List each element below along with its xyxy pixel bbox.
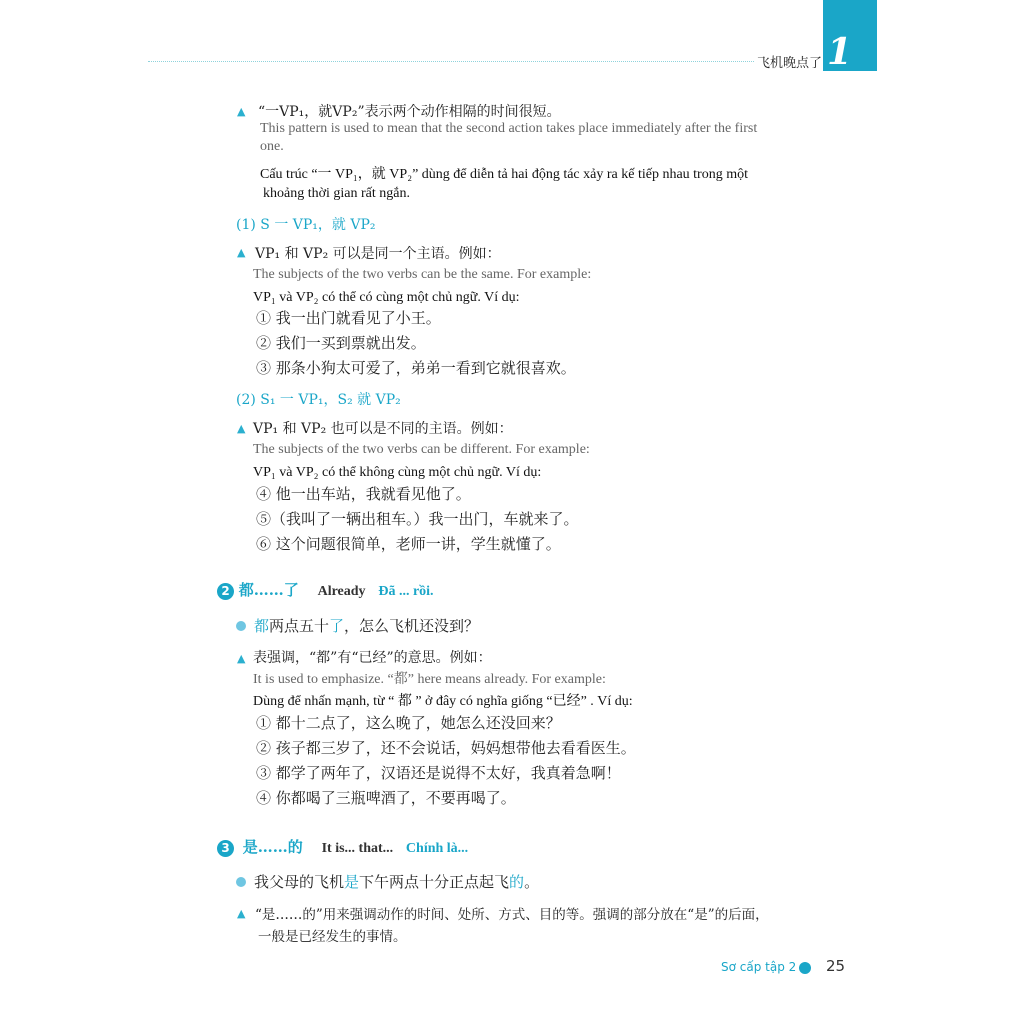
g1-note-vi-1: Cấu trúc “一 VP₁，就 VP₂” dùng để diễn tả hai động tác xảy ra kế tiếp nhau trong một xyxy=(260,167,748,182)
example: ⑤（我叫了一辆出租车。）我一出门，车就来了。 xyxy=(256,510,579,528)
sub1-note-zh: VP₁ 和 VP₂ 可以是同一个主语。例如： xyxy=(255,246,501,262)
section3-sentence xyxy=(254,871,539,892)
triangle-bullet-icon: ▲ xyxy=(237,246,246,259)
triangle-bullet-icon: ▲ xyxy=(237,105,246,118)
footer-dot-icon xyxy=(799,962,811,974)
sentence-part: 。 xyxy=(524,873,540,891)
sentence-part: 两点五十 xyxy=(269,617,330,635)
header-divider xyxy=(148,61,754,62)
section2-heading xyxy=(217,579,434,600)
section2-note-en: It is used to emphasize. “都” here means already. For example: xyxy=(253,672,606,687)
example: ③ 那条小狗太可爱了，弟弟一看到它就很喜欢。 xyxy=(256,359,576,377)
section3-title-vi: Chính là... xyxy=(405,841,469,856)
example: ② 孩子都三岁了，还不会说话，妈妈想带他去看看医生。 xyxy=(256,739,636,757)
g1-note-vi-2: khoảng thời gian rất ngắn. xyxy=(263,186,410,201)
section2-note-vi: Dùng để nhấn mạnh, từ “ 都 ” ở đây có nghĩa giống “已经” . Ví dụ: xyxy=(253,694,633,709)
triangle-bullet-icon: ▲ xyxy=(237,652,246,665)
section2-note-zh: 表强调，“都”有“已经”的意思。例如： xyxy=(253,650,492,666)
example: ⑥ 这个问题很简单，老师一讲，学生就懂了。 xyxy=(256,535,561,553)
section2-sentence xyxy=(254,615,479,636)
highlight-word: 都 xyxy=(254,617,270,635)
sentence-part: 我父母的飞机 xyxy=(254,873,345,891)
example: ④ 你都喝了三瓶啤酒了，不要再喝了。 xyxy=(256,789,516,807)
sub1-title: (1) S 一 VP₁，就 VP₂ xyxy=(236,217,376,233)
example: ① 都十二点了，这么晚了，她怎么还没回来？ xyxy=(256,714,561,732)
section2-title-en: Already xyxy=(317,584,366,599)
section2-title-vi: Đã ... rồi. xyxy=(378,584,434,599)
section3-heading xyxy=(217,836,468,857)
g1-note-en-1: This pattern is used to mean that the second action takes place immediately after the first xyxy=(260,121,758,136)
highlight-word: 了 xyxy=(329,617,345,635)
sub2-note-zh: VP₁ 和 VP₂ 也可以是不同的主语。例如： xyxy=(253,421,513,437)
example: ① 我一出门就看见了小王。 xyxy=(256,309,441,327)
chapter-number: 1 xyxy=(827,31,853,73)
g1-note-en-2: one. xyxy=(260,139,284,154)
triangle-bullet-icon: ▲ xyxy=(237,422,246,435)
sub1-note-en: The subjects of the two verbs can be the same. For example: xyxy=(253,267,592,282)
chapter-title: 飞机晚点了 xyxy=(757,56,823,71)
section3-title-en: It is... that... xyxy=(321,841,394,856)
dot-bullet-icon xyxy=(236,621,246,631)
sub2-note-vi: VP₁ và VP₂ có thể không cùng một chủ ngữ. Ví dụ: xyxy=(253,465,542,480)
chapter-tab xyxy=(823,0,877,71)
section3-note-zh-2: 一般是已经发生的事情。 xyxy=(258,929,407,945)
section-number-badge: 3 xyxy=(217,840,234,857)
highlight-word: 的 xyxy=(509,873,525,891)
highlight-word: 是 xyxy=(344,873,360,891)
sentence-part: 下午两点十分正点起飞 xyxy=(359,873,510,891)
section-number-badge: 2 xyxy=(217,583,234,600)
section2-title-zh: 都……了 xyxy=(238,581,299,599)
section3-title-zh: 是……的 xyxy=(242,838,303,856)
page-number: 25 xyxy=(826,957,846,975)
sub2-note-en: The subjects of the two verbs can be different. For example: xyxy=(253,442,590,457)
dot-bullet-icon xyxy=(236,877,246,887)
sentence-part: ，怎么飞机还没到？ xyxy=(344,617,480,635)
sub2-title: (2) S₁ 一 VP₁，S₂ 就 VP₂ xyxy=(236,392,401,408)
book-title: Sơ cấp tập 2 xyxy=(721,960,797,974)
sub1-note-vi: VP₁ và VP₂ có thể có cùng một chủ ngữ. Ví dụ: xyxy=(253,290,520,305)
g1-note-zh: “一VP₁，就VP₂”表示两个动作相隔的时间很短。 xyxy=(258,104,561,120)
example: ④ 他一出车站，我就看见他了。 xyxy=(256,485,471,503)
triangle-bullet-icon: ▲ xyxy=(237,907,246,920)
example: ③ 都学了两年了，汉语还是说得不太好，我真着急啊！ xyxy=(256,764,621,782)
example: ② 我们一买到票就出发。 xyxy=(256,334,426,352)
section3-note-zh-1: “是……的”用来强调动作的时间、处所、方式、目的等。强调的部分放在“是”的后面， xyxy=(255,907,769,923)
